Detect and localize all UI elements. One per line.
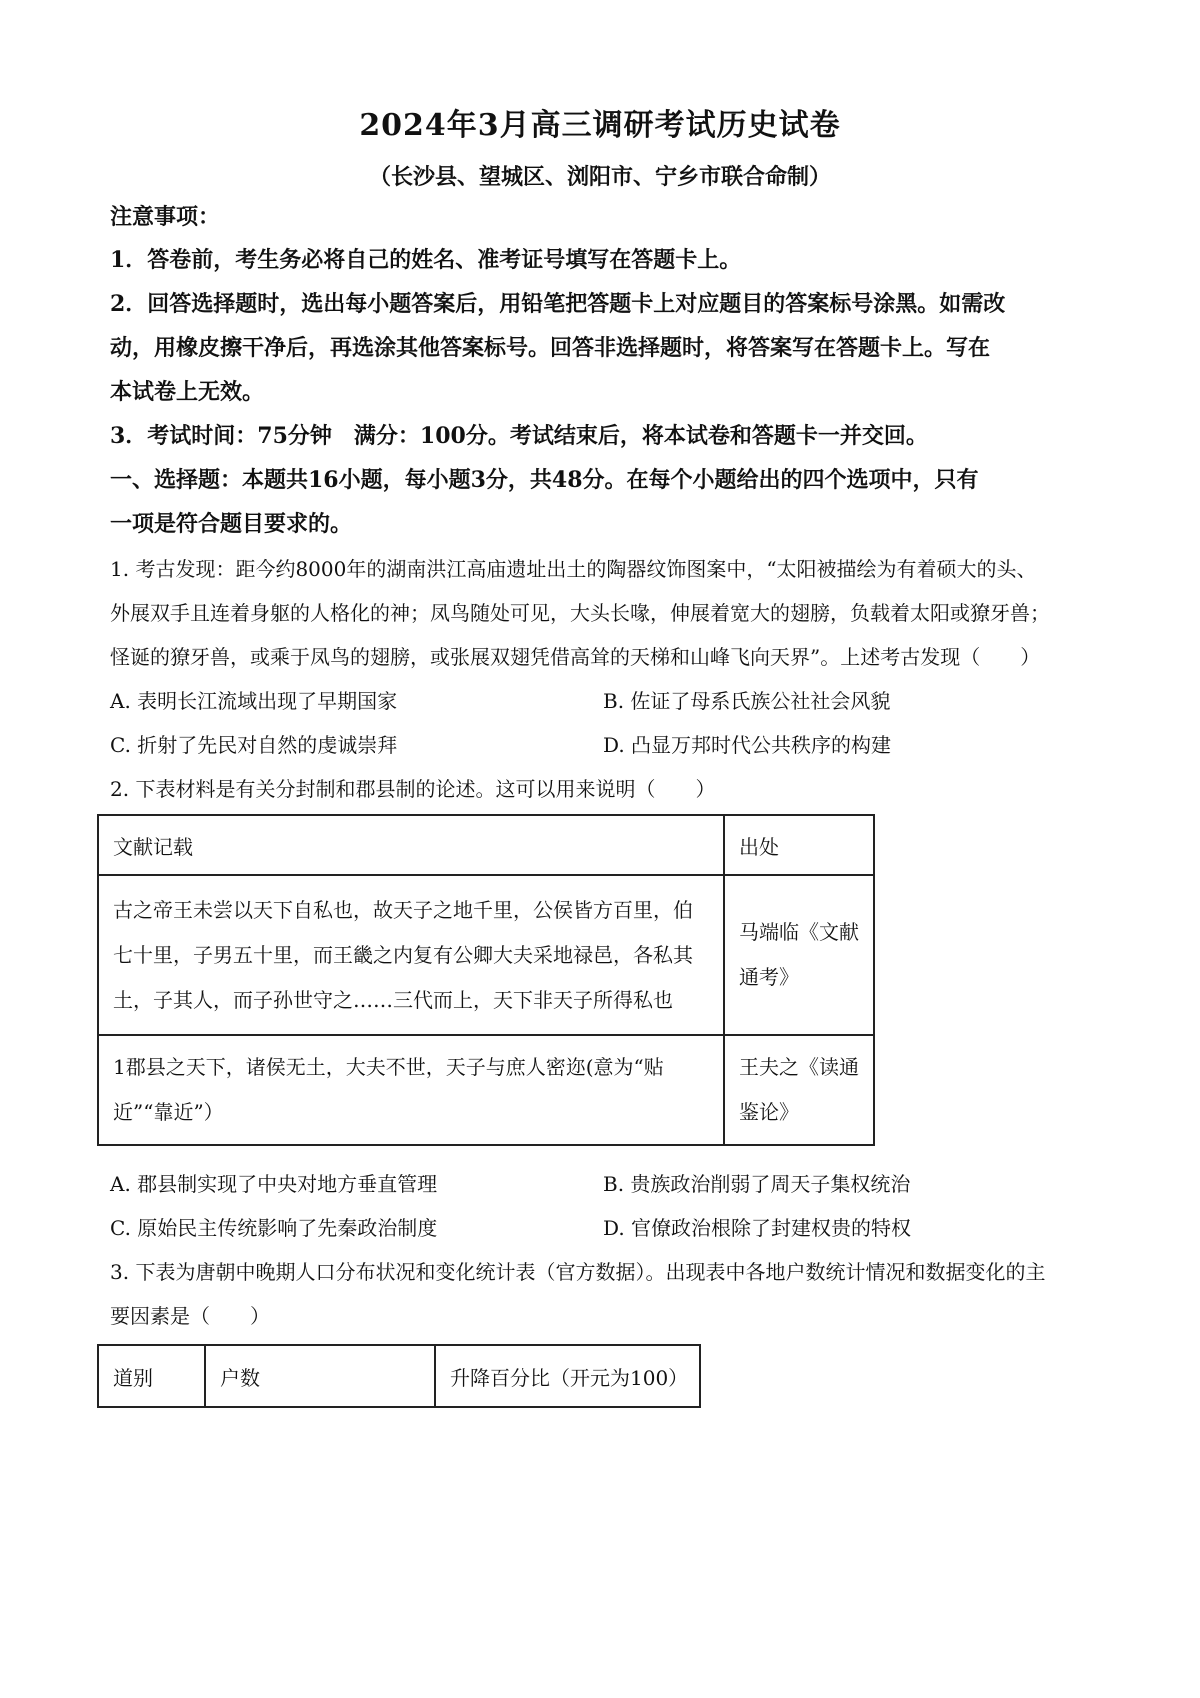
- notice-heading: 注意事项：: [110, 204, 221, 230]
- table-header-cell: 户数: [205, 1345, 435, 1407]
- question-1-text: 怪诞的獠牙兽，或乘于凤鸟的翅膀，或张展双翅凭借高耸的天梯和山峰飞向天界”。上述考古发现（ ）: [110, 645, 1041, 669]
- table-header-cell: 出处: [724, 815, 874, 875]
- table-header-row: [98, 815, 874, 875]
- question-2-option-b: B. 贵族政治削弱了周天子集权统治: [603, 1172, 911, 1196]
- cell-text-line: 土，子其人，而子孙世守之……三代而上，天下非天子所得私也: [113, 987, 673, 1012]
- question-2-option-d: D. 官僚政治根除了封建权贵的特权: [603, 1216, 912, 1240]
- question-1-option-c: C. 折射了先民对自然的虔诚崇拜: [110, 733, 398, 757]
- cell-text-line: 马端临《文献: [739, 920, 859, 944]
- cell-text-line: 鉴论》: [739, 1100, 799, 1124]
- notice-item: 3．考试时间：75分钟 满分：100分。考试结束后，将本试卷和答题卡一并交回。: [110, 423, 928, 449]
- question-3-text: 3. 下表为唐朝中晚期人口分布状况和变化统计表（官方数据）。出现表中各地户数统计情况和数据变化的主: [110, 1260, 1046, 1284]
- table-row: [98, 875, 874, 1035]
- question-2-table: [97, 814, 875, 1146]
- section-heading: 一项是符合题目要求的。: [110, 511, 353, 537]
- question-2-option-a: A. 郡县制实现了中央对地方垂直管理: [110, 1172, 438, 1196]
- table-header-cell: 道别: [98, 1345, 205, 1407]
- notice-item: 1．答卷前，考生务必将自己的姓名、准考证号填写在答题卡上。: [110, 247, 742, 273]
- table-cell: [98, 875, 724, 1035]
- cell-text-line: 通考》: [739, 965, 799, 989]
- question-2-stem: 2. 下表材料是有关分封制和郡县制的论述。这可以用来说明（ ）: [110, 777, 716, 801]
- page-title: 2024年3月高三调研考试历史试卷: [359, 108, 841, 143]
- question-3-table: [97, 1344, 701, 1408]
- table-header-row: [98, 1345, 700, 1407]
- question-3-text: 要因素是（ ）: [110, 1304, 270, 1328]
- cell-text-line: 七十里，子男五十里，而王畿之内复有公卿大夫采地禄邑，各私其: [113, 942, 693, 967]
- cell-text-line: 1郡县之天下，诸侯无土，大夫不世，天子与庶人密迩(意为“贴: [113, 1055, 664, 1079]
- question-1-text: 1. 考古发现：距今约8000年的湖南洪江高庙遗址出土的陶器纹饰图案中，“太阳被描绘为有着硕大的头、: [110, 557, 1037, 581]
- notice-item: 2．回答选择题时，选出每小题答案后，用铅笔把答题卡上对应题目的答案标号涂黑。如需改: [110, 291, 1006, 317]
- question-2-option-c: C. 原始民主传统影响了先秦政治制度: [110, 1216, 438, 1240]
- question-1-text: 外展双手且连着身躯的人格化的神；凤鸟随处可见，大头长喙，伸展着宽大的翅膀，负载着太阳或獠牙兽；: [110, 601, 1050, 625]
- cell-text-line: 近”“靠近”）: [113, 1100, 224, 1124]
- table-cell: [724, 875, 874, 1035]
- section-heading: 一、选择题：本题共16小题，每小题3分，共48分。在每个小题给出的四个选项中，只有: [110, 467, 979, 493]
- table-header-cell: 升降百分比（开元为100）: [435, 1345, 700, 1407]
- notice-item: 本试卷上无效。: [110, 379, 265, 405]
- question-1-option-b: B. 佐证了母系氏族公社社会风貌: [603, 689, 891, 713]
- table-cell: [98, 1035, 724, 1145]
- cell-text-line: 王夫之《读通: [739, 1055, 859, 1079]
- table-row: [98, 1035, 874, 1145]
- question-1-option-a: A. 表明长江流域出现了早期国家: [110, 689, 398, 713]
- notice-item: 动，用橡皮擦干净后，再选涂其他答案标号。回答非选择题时，将答案写在答题卡上。写在: [110, 335, 991, 361]
- table-cell: [724, 1035, 874, 1145]
- page-subtitle: （长沙县、望城区、浏阳市、宁乡市联合命制）: [368, 164, 831, 190]
- table-header-cell: 文献记载: [98, 815, 724, 875]
- cell-text-line: 古之帝王未尝以天下自私也，故天子之地千里，公侯皆方百里，伯: [113, 897, 693, 922]
- question-1-option-d: D. 凸显万邦时代公共秩序的构建: [603, 733, 892, 757]
